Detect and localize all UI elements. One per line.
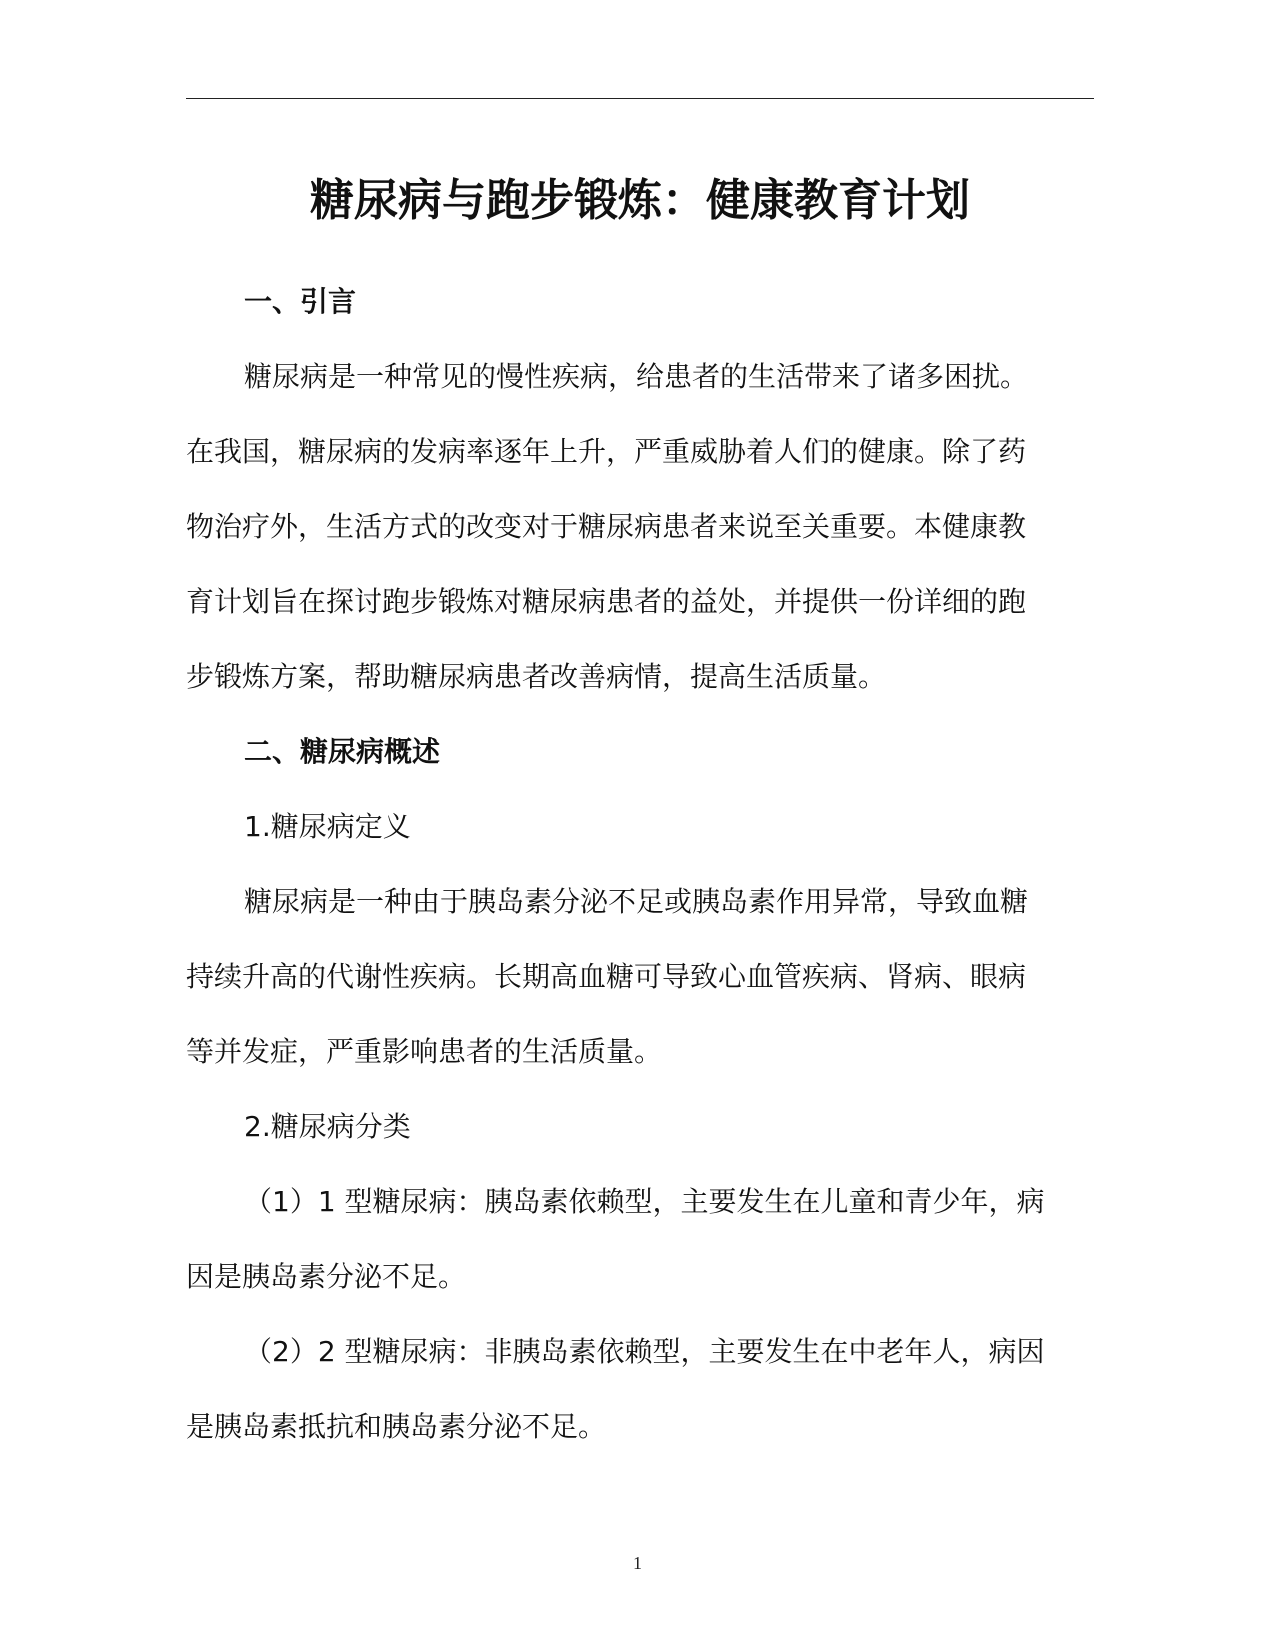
paragraph-line: 糖尿病是一种由于胰岛素分泌不足或胰岛素作用异常，导致血糖 — [244, 885, 1029, 918]
paragraph-line: 是胰岛素抵抗和胰岛素分泌不足。 — [186, 1410, 607, 1443]
paragraph-line: 在我国，糖尿病的发病率逐年上升，严重威胁着人们的健康。除了药 — [186, 435, 1027, 468]
type2-paragraph — [186, 1314, 1086, 1464]
definition-paragraph — [186, 864, 1086, 1089]
paragraph-line: （2）2 型糖尿病：非胰岛素依赖型，主要发生在中老年人，病因 — [244, 1335, 1045, 1368]
page-number: 1 — [633, 1553, 642, 1573]
type1-paragraph — [186, 1164, 1086, 1314]
paragraph-line: 步锻炼方案，帮助糖尿病患者改善病情，提高生活质量。 — [186, 660, 887, 693]
subsection-title-definition: 1.糖尿病定义 — [244, 810, 411, 843]
paragraph-line: 物治疗外，生活方式的改变对于糖尿病患者来说至关重要。本健康教 — [186, 510, 1027, 543]
intro-paragraph — [186, 339, 1086, 714]
paragraph-line: 等并发症，严重影响患者的生活质量。 — [186, 1035, 663, 1068]
section-heading-overview: 二、糖尿病概述 — [244, 735, 441, 768]
paragraph-line: 因是胰岛素分泌不足。 — [186, 1260, 467, 1293]
paragraph-line: （1）1 型糖尿病：胰岛素依赖型，主要发生在儿童和青少年，病 — [244, 1185, 1045, 1218]
subsection-title-classification: 2.糖尿病分类 — [244, 1110, 411, 1143]
section-heading-intro: 一、引言 — [244, 285, 357, 318]
paragraph-line: 持续升高的代谢性疾病。长期高血糖可导致心血管疾病、肾病、眼病 — [186, 960, 1027, 993]
document-body — [186, 264, 1086, 1464]
header-rule — [186, 98, 1094, 99]
document-title: 糖尿病与跑步锻炼：健康教育计划 — [310, 175, 970, 226]
paragraph-line: 糖尿病是一种常见的慢性疾病，给患者的生活带来了诸多困扰。 — [244, 360, 1029, 393]
paragraph-line: 育计划旨在探讨跑步锻炼对糖尿病患者的益处，并提供一份详细的跑 — [186, 585, 1027, 618]
